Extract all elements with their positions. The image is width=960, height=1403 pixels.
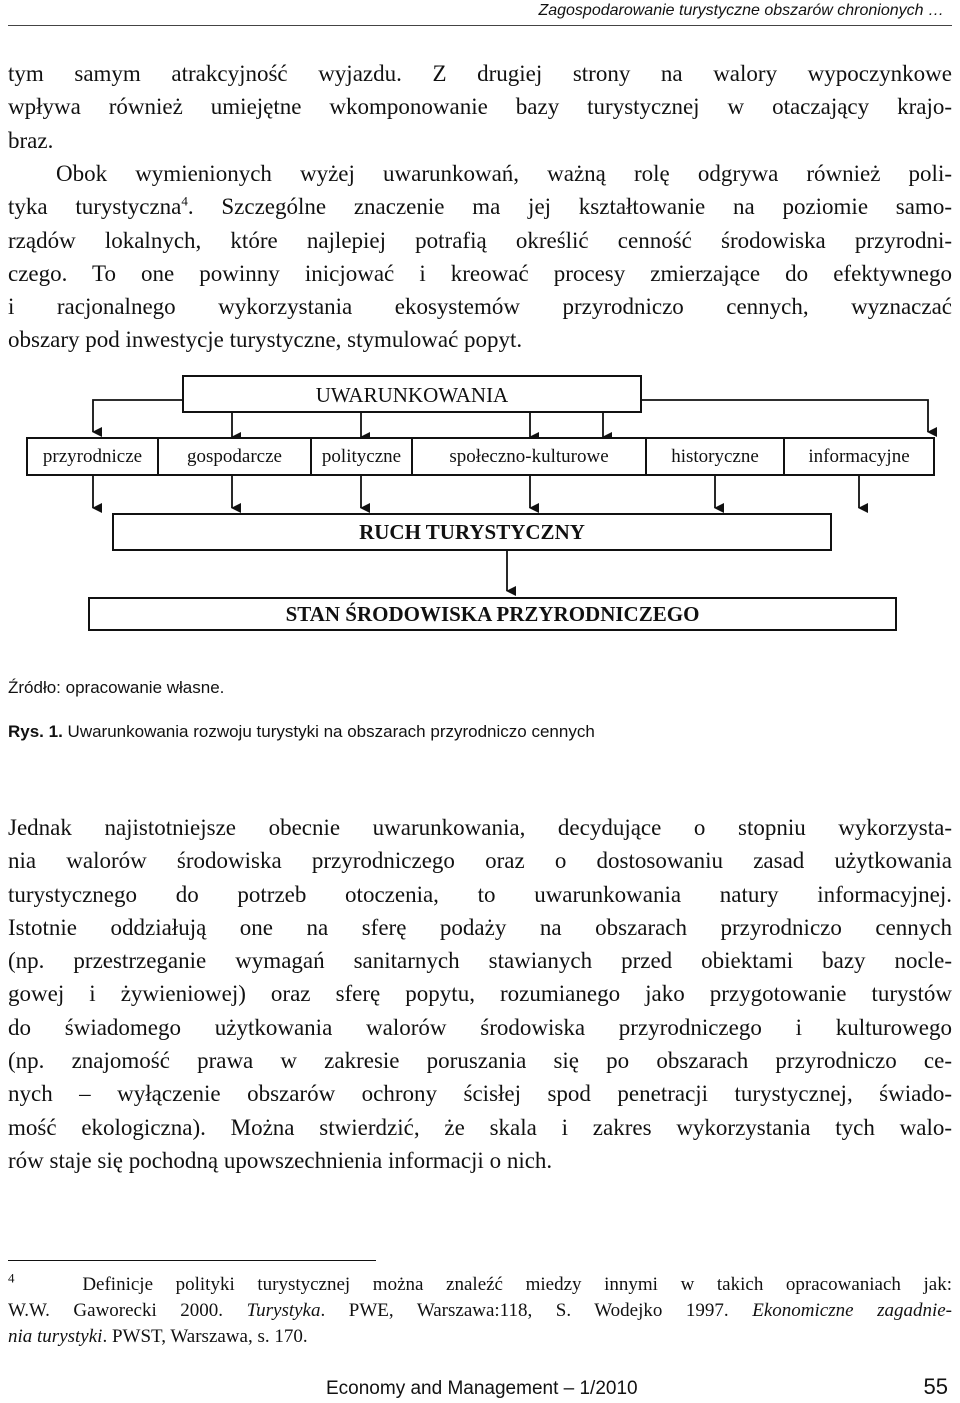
footnote-rule bbox=[8, 1260, 376, 1261]
footnote-text: W.W. Gaworecki 2000. bbox=[8, 1300, 247, 1321]
text-line: nia walorów środowiska przyrodniczego oraz o dostosowaniu zasad użytkowania bbox=[8, 848, 952, 874]
category-label: historyczne bbox=[671, 446, 759, 467]
figure-caption bbox=[8, 722, 595, 742]
footnote-title-italic: Ekonomiczne zagadnie- bbox=[752, 1300, 953, 1321]
text-line: mość ekologiczna). Można stwierdzić, że skala i zakres wykorzystania tych walo- bbox=[8, 1114, 952, 1140]
text-line: do świadomego użytkowania walorów środowiska przyrodniczego i kulturowego bbox=[8, 1014, 952, 1040]
middle-box-label: RUCH TURYSTYCZNY bbox=[359, 520, 585, 544]
text-line: gowej i żywieniowej) oraz sferę popytu, rozumianego jako przygotowanie turystów bbox=[8, 981, 952, 1007]
text-fragment: tyka turystyczna bbox=[8, 194, 182, 220]
bottom-box-label: STAN ŚRODOWISKA PRZYRODNICZEGO bbox=[285, 602, 700, 626]
footnote-reference[interactable]: 4 bbox=[181, 193, 188, 209]
text-line: (np. przestrzeganie wymagań sanitarnych stawianych przed obiektami bazy nocle- bbox=[8, 948, 952, 974]
text-line: rządów lokalnych, które najlepiej potrafią określić cenność środowiska przyrodni- bbox=[8, 227, 952, 253]
category-label: gospodarcze bbox=[187, 446, 282, 467]
running-header: Zagospodarowanie turystyczne obszarów chronionych … bbox=[538, 2, 944, 19]
paragraph-3 bbox=[8, 811, 952, 1177]
text-line: turystycznego do potrzeb otoczenia, to uwarunkowania natury informacyjnej. bbox=[8, 881, 952, 907]
figure-caption-text: Uwarunkowania rozwoju turystyki na obszarach przyrodniczo cennych bbox=[62, 722, 595, 741]
footnote-line bbox=[8, 1298, 952, 1324]
connector-arrow bbox=[93, 400, 183, 432]
figure-source: Źródło: opracowanie własne. bbox=[8, 678, 225, 697]
header-rule bbox=[8, 25, 952, 26]
text-line: Istotnie oddziałują one na sferę podaży na obszarach przyrodniczo cennych bbox=[8, 914, 952, 940]
figure-label: Rys. 1. bbox=[8, 722, 63, 741]
category-label: informacyjne bbox=[808, 446, 910, 467]
text-line: wpływa również umiejętne wkomponowanie bazy turystycznej w otaczający krajo- bbox=[8, 94, 952, 120]
text-line: obszary pod inwestycje turystyczne, stymulować popyt. bbox=[8, 327, 523, 353]
text-line: Jednak najistotniejsze obecnie uwarunkowania, decydujące o stopniu wykorzysta- bbox=[8, 815, 952, 840]
category-label: społeczno-kulturowe bbox=[449, 446, 609, 467]
connector-arrow bbox=[641, 400, 928, 432]
text-fragment: . Szczególne znaczenie ma jej kształtowanie na poziomie samo- bbox=[187, 194, 952, 220]
footnote bbox=[8, 1272, 952, 1350]
text-line: Obok wymienionych wyżej uwarunkowań, ważną rolę odgrywa również poli- bbox=[56, 161, 952, 186]
paragraph-2 bbox=[8, 157, 952, 357]
footnote-line bbox=[8, 1324, 952, 1350]
paragraph-1 bbox=[8, 57, 952, 157]
footnote-text: . PWE, Warszawa:118, S. Wodejko 1997. bbox=[320, 1300, 753, 1321]
text-line: czego. To one powinny inicjować i kreować procesy zmierzające do efektywnego bbox=[8, 260, 952, 286]
footnote-text: . PWST, Warszawa, s. 170. bbox=[102, 1326, 308, 1347]
footnote-line bbox=[8, 1272, 952, 1298]
text-line: rów staje się pochodną upowszechnienia informacji o nich. bbox=[8, 1147, 553, 1173]
top-box-label: UWARUNKOWANIA bbox=[315, 383, 509, 407]
footnote-number: 4 bbox=[8, 1270, 15, 1286]
text-line: i racjonalnego wykorzystania ekosystemów przyrodniczo cennych, wyznaczać bbox=[8, 294, 952, 320]
text-line-with-footnote bbox=[8, 190, 952, 223]
footnote-title-italic: nia turystyki bbox=[8, 1326, 103, 1347]
category-label: polityczne bbox=[321, 446, 402, 467]
category-label: przyrodnicze bbox=[42, 446, 143, 467]
text-line: (np. znajomość prawa w zakresie poruszania się po obszarach przyrodniczo ce- bbox=[8, 1048, 952, 1074]
footnote-title-italic: Turystyka bbox=[246, 1300, 321, 1321]
conditions-diagram bbox=[0, 365, 960, 645]
page-number: 55 bbox=[923, 1374, 948, 1399]
text-line: braz. bbox=[8, 127, 54, 153]
text-line: tym samym atrakcyjność wyjazdu. Z drugiej strony na walory wypoczynkowe bbox=[8, 61, 952, 86]
text-line: nych – wyłączenie obszarów ochrony ścisłej spod penetracji turystycznej, świado- bbox=[8, 1081, 952, 1107]
journal-footer: Economy and Management – 1/2010 bbox=[326, 1378, 638, 1399]
footnote-text: Definicje polityki turystycznej można znaleźć miedzy innymi w takich opracowaniach jak: bbox=[82, 1274, 953, 1295]
